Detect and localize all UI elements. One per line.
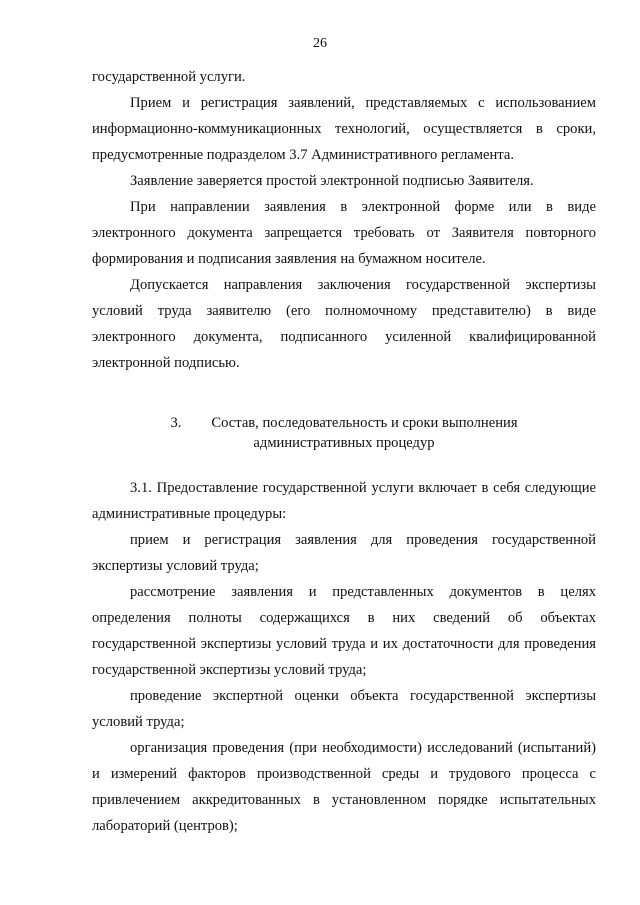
section-title-line-2: административных процедур: [253, 435, 435, 451]
paragraph: организация проведения (при необходимости) исследований (испытаний) и измерений факторов производственной среды и трудового процесса с привлечением аккредитованных в установленном порядке испытательных лабораторий (центров);: [92, 740, 596, 834]
paragraph: проведение экспертной оценки объекта государственной экспертизы условий труда;: [92, 688, 596, 730]
section-number: 3.: [170, 415, 182, 431]
paragraph: государственной услуги.: [92, 69, 246, 85]
section-heading-line-1: [92, 413, 596, 433]
paragraph: рассмотрение заявления и представленных документов в целях определения полноты содержащихся в них сведений об объектах государственной экспертизы условий труда и их достаточности для проведения государственной экспертизы условий труда;: [92, 584, 596, 678]
spacer: [92, 453, 596, 475]
paragraph: Допускается направления заключения государственной экспертизы условий труда заявителю (его полномочному представителю) в виде электронного документа, подписанного усиленной квалифицированной электронной подписью.: [92, 277, 596, 371]
document-body: [92, 64, 596, 839]
paragraph: Заявление заверяется простой электронной подписью Заявителя.: [130, 173, 534, 189]
section-heading: [92, 413, 596, 453]
paragraph: прием и регистрация заявления для проведения государственной экспертизы условий труда;: [92, 532, 596, 574]
section-title-line-1: Состав, последовательность и сроки выполнения: [211, 415, 518, 431]
paragraph: При направлении заявления в электронной форме или в виде электронного документа запрещается требовать от Заявителя повторного формирования и подписания заявления на бумажном носителе.: [92, 199, 596, 267]
paragraph: Прием и регистрация заявлений, представляемых с использованием информационно-коммуникационных технологий, осуществляется в сроки, предусмотренные подразделом 3.7 Административного регламента.: [92, 95, 596, 163]
page-number: 26: [313, 36, 327, 51]
spacer: [92, 376, 596, 413]
paragraph: 3.1. Предоставление государственной услуги включает в себя следующие административные процедуры:: [92, 480, 596, 522]
